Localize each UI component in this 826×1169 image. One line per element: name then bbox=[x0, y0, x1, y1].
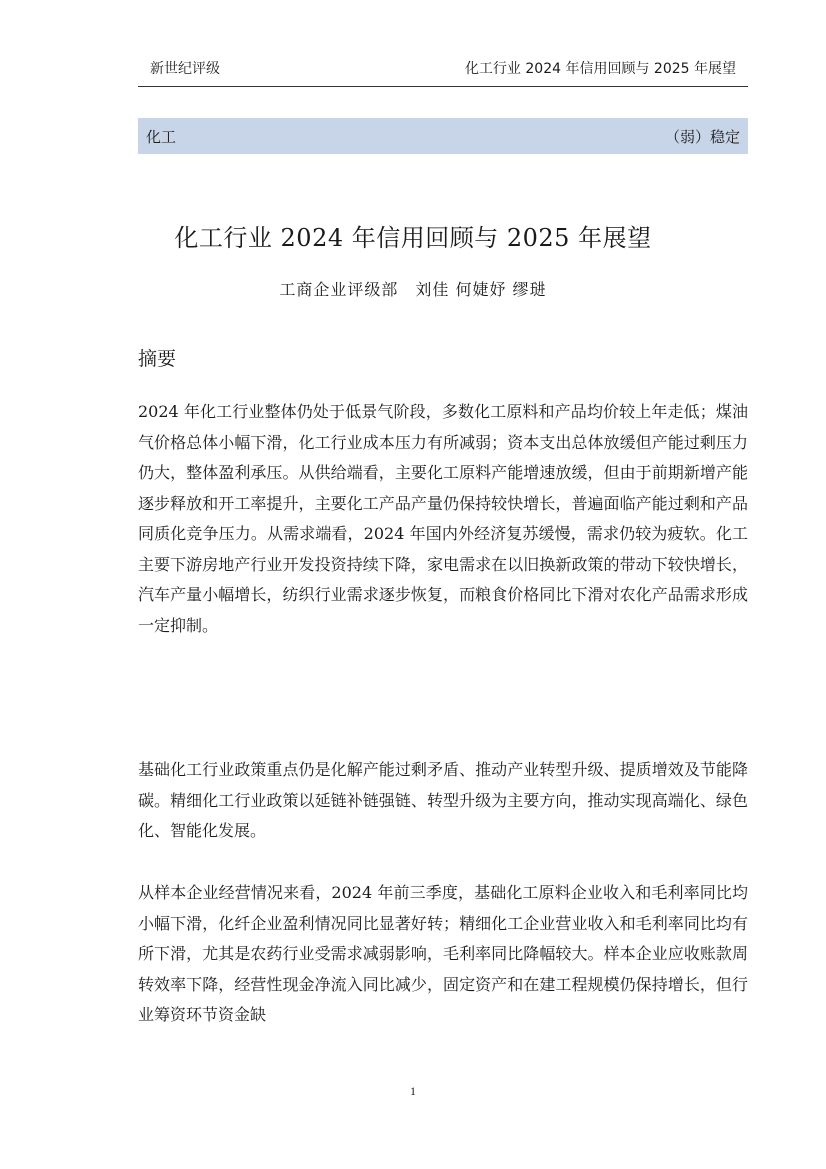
abstract-paragraph: 从样本企业经营情况来看，2024 年前三季度，基础化工原料企业收入和毛利率同比均小幅下滑，化纤企业盈利情况同比显著好转；精细化工企业营业收入和毛利率同比均有所下滑，尤其是农药行业受需求减弱影响，毛利率同比降幅较大。样本企业应收账款周转效率下降，经营性现金净流入同比减少，固定资产和在建工程规模仍保持增长，但行业筹资环节资金缺 bbox=[138, 883, 748, 1024]
author-line: 工商企业评级部 刘佳 何婕妤 缪琎 bbox=[279, 280, 547, 299]
document-title: 化工行业 2024 年信用回顾与 2025 年展望 bbox=[174, 224, 652, 252]
industry-outlook-bar bbox=[138, 118, 748, 154]
outlook-label: （弱）稳定 bbox=[664, 127, 740, 146]
abstract-paragraph: 2024 年化工行业整体仍处于低景气阶段，多数化工原料和产品均价较上年走低；煤油气价格总体小幅下滑，化工行业成本压力有所减弱；资本支出总体放缓但产能过剩压力仍大，整体盈利承压。从供给端看，主要化工原料产能增速放缓，但由于前期新增产能逐步释放和开工率提升，主要化工产品产量仍保持较快增长，普遍面临产能过剩和产品同质化竞争压力。从需求端看，2024 年国内外经济复苏缓慢，需求仍较为疲软。化工主要下游房地产行业开发投资持续下降，家电需求在以旧换新政策的带动下较快增长，汽车产量小幅增长，纺织行业需求逐步恢复，而粮食价格同比下滑对农化产品需求形成一定抑制。 bbox=[138, 402, 748, 635]
abstract-heading: 摘要 bbox=[138, 348, 177, 370]
industry-label: 化工 bbox=[146, 127, 177, 146]
page-number: 1 bbox=[410, 1084, 416, 1098]
running-header bbox=[138, 58, 748, 87]
header-org-name: 新世纪评级 bbox=[150, 61, 220, 77]
header-report-title: 化工行业 2024 年信用回顾与 2025 年展望 bbox=[464, 61, 736, 77]
abstract-paragraph: 基础化工行业政策重点仍是化解产能过剩矛盾、推动产业转型升级、提质增效及节能降碳。精细化工行业政策以延链补链强链、转型升级为主要方向，推动实现高端化、绿色化、智能化发展。 bbox=[138, 760, 748, 840]
